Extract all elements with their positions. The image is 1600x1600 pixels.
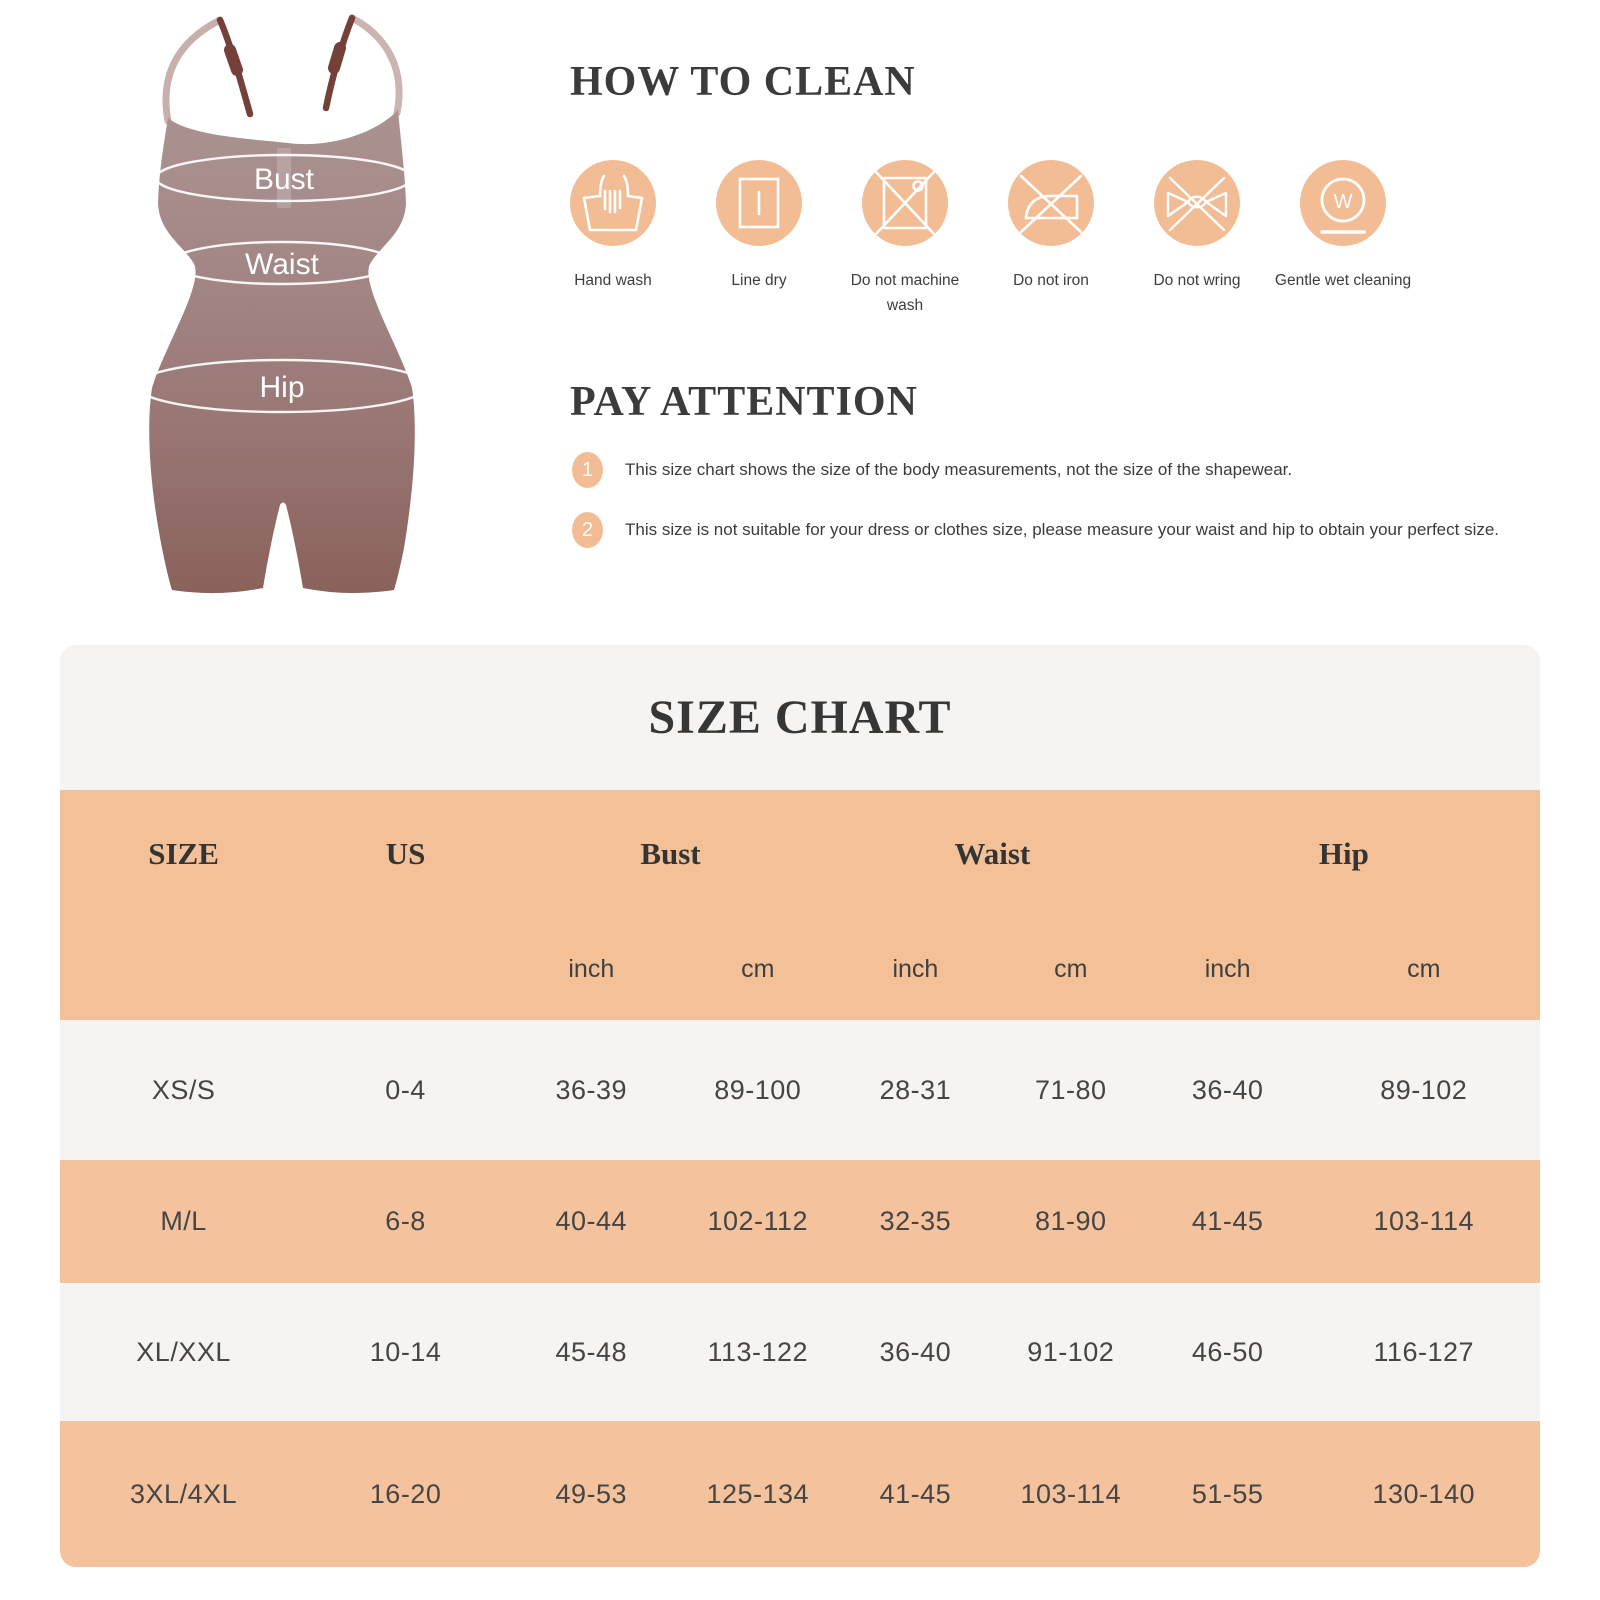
cell-waist-cm: 81-90: [1035, 1206, 1107, 1236]
note-text: This size chart shows the size of the body measurements, not the size of the shapewear.: [625, 460, 1293, 479]
cell-hip-cm: 116-127: [1373, 1336, 1475, 1367]
size-chart-title: SIZE CHART: [648, 691, 952, 744]
note-text: This size is not suitable for your dress or clothes size, please measure your waist and hip to obtain your perfect size.: [625, 520, 1500, 539]
care-label: Do not wring: [1153, 272, 1241, 289]
subcol-waist-cm: cm: [1054, 954, 1088, 983]
col-header-size: SIZE: [148, 836, 219, 871]
subcol-bust-cm: cm: [741, 954, 775, 983]
cell-size: XL/XXL: [136, 1336, 231, 1367]
line-dry-icon: [716, 160, 802, 246]
hand-wash-icon: [570, 160, 656, 246]
cell-size: 3XL/4XL: [130, 1478, 238, 1509]
cell-us: 0-4: [385, 1074, 426, 1105]
cell-bust-cm: 89-100: [714, 1074, 802, 1105]
header-main-row: [60, 790, 1540, 918]
size-chart-table: [60, 645, 1540, 1567]
cell-hip-inch: 46-50: [1191, 1336, 1264, 1367]
care-label: Do not machine wash: [850, 272, 960, 314]
cell-bust-inch: 45-48: [555, 1336, 628, 1367]
care-label: Line dry: [731, 272, 787, 289]
size-chart-title-band: [60, 645, 1540, 790]
pay-attention-title: PAY ATTENTION: [570, 379, 918, 425]
strap-left: [166, 20, 250, 121]
cell-hip-inch: 36-40: [1191, 1074, 1264, 1105]
cell-bust-cm: 113-122: [707, 1336, 809, 1367]
cell-us: 10-14: [369, 1336, 442, 1367]
cell-waist-inch: 28-31: [879, 1074, 952, 1105]
note-number-badge: 2: [572, 512, 603, 548]
hip-label: Hip: [259, 371, 305, 404]
cell-waist-cm: 103-114: [1020, 1478, 1122, 1509]
attention-note-1: [572, 452, 1562, 488]
gentle-wet-cleaning-icon: [1300, 160, 1386, 246]
care-label: Do not iron: [1013, 272, 1089, 289]
care-item-do-not-machine-wash: [832, 160, 978, 318]
wet-clean-w-glyph: W: [1333, 191, 1353, 213]
note-number-badge: 1: [572, 452, 603, 488]
cell-waist-inch: 36-40: [879, 1336, 952, 1367]
bust-label: Bust: [253, 163, 315, 196]
cell-hip-cm: 89-102: [1380, 1074, 1468, 1105]
table-row-xl-xxl: [60, 1283, 1540, 1421]
care-item-hand-wash: [540, 160, 686, 318]
cell-hip-inch: 51-55: [1191, 1478, 1264, 1509]
cell-us: 16-20: [369, 1478, 442, 1509]
do-not-machine-wash-icon: [862, 160, 948, 246]
col-header-bust: Bust: [640, 836, 701, 871]
cell-us: 6-8: [385, 1206, 426, 1236]
cell-waist-inch: 41-45: [879, 1478, 952, 1509]
bodysuit-illustration: [80, 8, 480, 626]
care-item-line-dry: [686, 160, 832, 318]
care-icons-row: [540, 160, 1416, 318]
care-item-do-not-iron: [978, 160, 1124, 318]
cell-hip-cm: 103-114: [1373, 1206, 1475, 1236]
care-label: Gentle wet cleaning: [1274, 272, 1412, 289]
subcol-waist-inch: inch: [892, 954, 939, 983]
subcol-hip-cm: cm: [1407, 954, 1441, 983]
waist-label: Waist: [245, 248, 319, 281]
table-row-m-l: [60, 1160, 1540, 1283]
cell-bust-inch: 40-44: [555, 1206, 628, 1236]
col-header-waist: Waist: [954, 836, 1031, 871]
size-chart-header: [60, 790, 1540, 1020]
care-label: Hand wash: [574, 272, 652, 289]
cell-hip-inch: 41-45: [1191, 1206, 1264, 1236]
cell-waist-inch: 32-35: [879, 1206, 952, 1236]
shapewear-measurement-figure: [80, 8, 480, 626]
do-not-wring-icon: [1154, 160, 1240, 246]
table-row-3xl-4xl: [60, 1421, 1540, 1567]
header-sub-row: [60, 918, 1540, 1020]
attention-note-2: [572, 512, 1562, 548]
cell-bust-cm: 102-112: [707, 1206, 809, 1236]
cell-waist-cm: 71-80: [1035, 1074, 1107, 1105]
subcol-bust-inch: inch: [568, 954, 615, 983]
col-header-us: US: [385, 836, 426, 871]
cell-waist-cm: 91-102: [1027, 1336, 1115, 1367]
table-row-xs-s: [60, 1020, 1540, 1160]
strap-right: [326, 18, 399, 113]
col-header-hip: Hip: [1318, 836, 1369, 871]
care-item-do-not-wring: [1124, 160, 1270, 318]
attention-notes: [572, 452, 1562, 572]
cell-bust-cm: 125-134: [706, 1478, 810, 1509]
how-to-clean-title: HOW TO CLEAN: [570, 59, 916, 105]
cell-size: XS/S: [151, 1074, 216, 1105]
cell-hip-cm: 130-140: [1372, 1478, 1476, 1509]
care-item-gentle-wet-cleaning: [1270, 160, 1416, 318]
subcol-hip-inch: inch: [1204, 954, 1251, 983]
do-not-iron-icon: [1008, 160, 1094, 246]
cell-bust-inch: 36-39: [555, 1074, 628, 1105]
cell-bust-inch: 49-53: [555, 1478, 628, 1509]
cell-size: M/L: [160, 1206, 207, 1236]
